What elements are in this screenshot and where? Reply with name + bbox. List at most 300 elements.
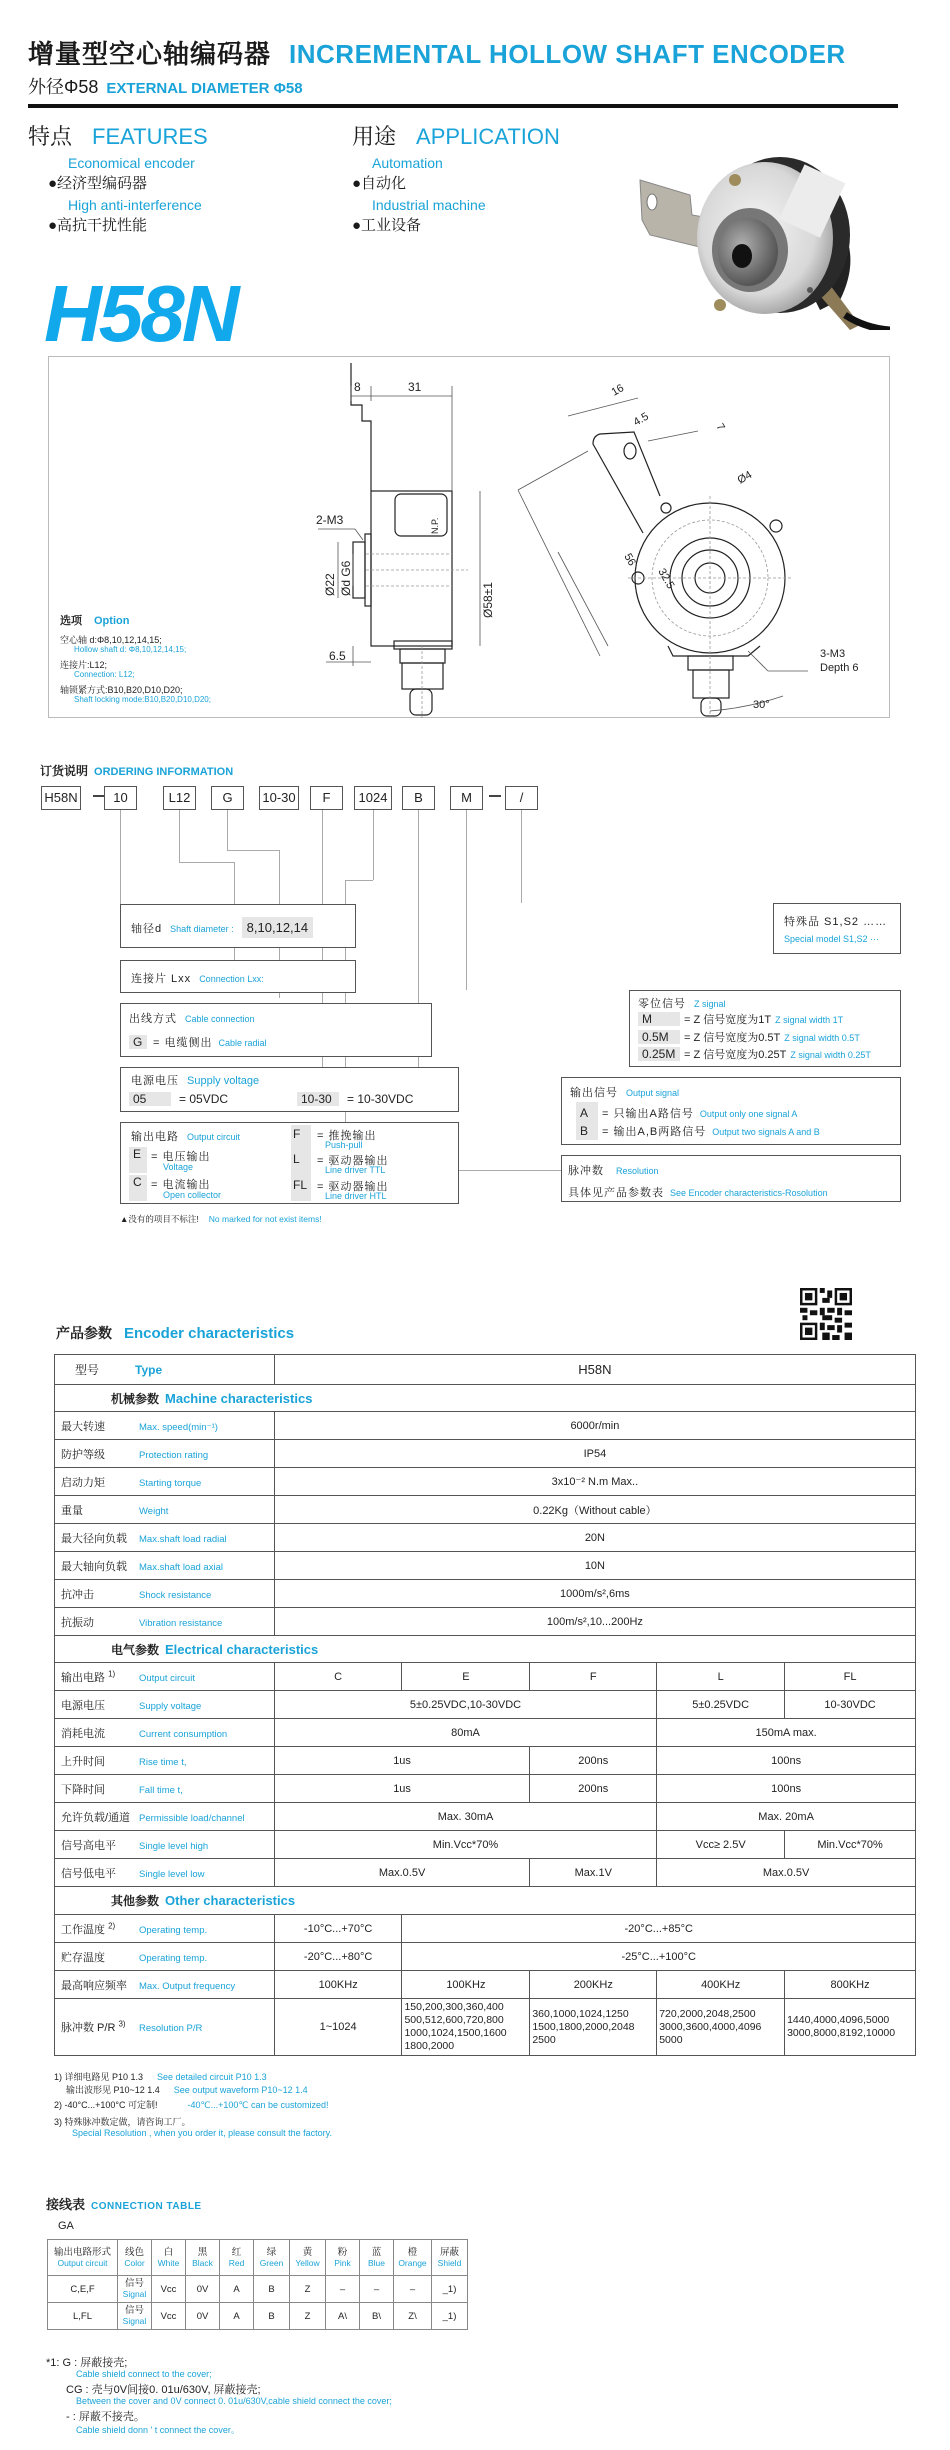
- row-value: 150mA max.: [657, 1719, 916, 1747]
- spec-section-mech: [55, 1385, 916, 1412]
- header-cell: [220, 2240, 254, 2276]
- option-title-en: Option: [94, 615, 130, 627]
- code-output-signal: B: [402, 786, 435, 810]
- row-label-en: Permissible load/channel: [139, 1812, 245, 1824]
- type-label-cn: 型号: [75, 1363, 100, 1377]
- row-label-en: Single level high: [139, 1840, 209, 1852]
- row-label-en: Operating temp.: [139, 1924, 208, 1936]
- application-item-cn: ●工业设备: [352, 217, 422, 234]
- wire-cell: B: [254, 2276, 290, 2303]
- row-value: 0.22Kg（Without cable）: [274, 1496, 915, 1524]
- header-en: Green: [259, 2257, 284, 2268]
- zsignal-cn: = Z 信号宽度为1T: [684, 1014, 772, 1026]
- supply-heading: [131, 1072, 259, 1088]
- row-value: Max.1V: [530, 1859, 657, 1887]
- order-box-output-signal: [561, 1077, 901, 1145]
- row-value: 800KHz: [785, 1971, 916, 1999]
- wire-cell: –: [326, 2276, 360, 2303]
- output-e-en: Voltage: [163, 1162, 194, 1172]
- row-value: 360,1000,1024,1250 1500,1800,2000,2048 2500: [530, 1999, 657, 2056]
- row-label-en: Current consumption: [139, 1728, 228, 1740]
- row-value: 80mA: [274, 1719, 656, 1747]
- row-value: 1us: [274, 1775, 530, 1803]
- option-line-en: Shaft locking mode:B10,B20,D10,D20;: [74, 695, 211, 704]
- header-en: Orange: [398, 2257, 427, 2268]
- output-signal-heading: [570, 1084, 679, 1100]
- row-label-cn: 信号低电平: [61, 1867, 116, 1880]
- signal-cn: 信号: [124, 2278, 144, 2289]
- row-value: 100KHz: [402, 1971, 530, 1999]
- feature-item-cn: ●高抗干扰性能: [48, 217, 148, 234]
- dim-angle: 30°: [753, 699, 770, 711]
- note-2-cn: 2) -40°C...+100°C 可定制!: [54, 2100, 158, 2110]
- features-heading-en: FEATURES: [92, 124, 208, 149]
- row-label-en: Max.shaft load radial: [139, 1533, 227, 1545]
- zsignal-option: [638, 1046, 871, 1062]
- row-label-en: Resolution P/R: [139, 2023, 203, 2034]
- header-cell: [360, 2240, 394, 2276]
- spec-row: [55, 1552, 916, 1580]
- dim-d4: Ø4: [735, 468, 755, 487]
- wire-cell: Z: [290, 2303, 326, 2330]
- row-label-cn: 抗冲击: [61, 1588, 94, 1601]
- row-label-en: Shock resistance: [139, 1589, 212, 1601]
- header-cn: 黑: [197, 2246, 208, 2258]
- code-output-circuit: F: [310, 786, 343, 810]
- code-model: H58N: [41, 786, 81, 810]
- spec-row: [55, 1775, 916, 1803]
- output-signal-a-en: Output only one signal A: [699, 1109, 798, 1119]
- wire-cell: B\: [360, 2303, 394, 2330]
- spec-row: [55, 1915, 916, 1943]
- order-box-cable: [120, 1003, 432, 1057]
- row-label-en: Protection rating: [139, 1449, 209, 1461]
- header-cn: 蓝: [371, 2246, 382, 2258]
- elec-section-cn: 电气参数: [111, 1642, 160, 1657]
- output-c-cn: = 电流输出: [151, 1179, 211, 1191]
- code-zsignal: M: [450, 786, 483, 810]
- features-heading-cn: 特点: [28, 124, 73, 149]
- connection-title-cn: 接线表: [46, 2197, 86, 2212]
- cable-value-en: Cable radial: [218, 1038, 267, 1048]
- footnote-ref: 3): [118, 2019, 126, 2029]
- header-cell: [152, 2240, 186, 2276]
- shaft-label-en: Shaft diameter :: [170, 924, 234, 934]
- output-key-c: C: [129, 1175, 147, 1201]
- output-l-cn: = 驱动器输出: [317, 1155, 389, 1167]
- spec-row: [55, 1971, 916, 1999]
- elec-section-en: Electrical characteristics: [165, 1641, 319, 1657]
- wire-cell: –: [394, 2276, 432, 2303]
- spec-title: [56, 1323, 294, 1343]
- header-en: Blue: [367, 2257, 385, 2268]
- wire-cell: Z\: [394, 2303, 432, 2330]
- option-title-cn: 选项: [60, 615, 82, 627]
- output-f-cn: = 推挽输出: [317, 1130, 377, 1142]
- row-value: 100KHz: [274, 1971, 402, 1999]
- row-label-en: Single level low: [139, 1868, 205, 1880]
- header-cell: [254, 2240, 290, 2276]
- spec-row: [55, 1859, 916, 1887]
- zsignal-option: [638, 1011, 843, 1027]
- row-label-cn: 上升时间: [61, 1755, 105, 1768]
- row-value: Max.0.5V: [274, 1859, 530, 1887]
- output-col-f: F: [530, 1663, 657, 1691]
- circuit-cell: L,FL: [48, 2303, 118, 2330]
- dim-6-5: 6.5: [329, 649, 346, 663]
- application-item-en: Automation: [372, 155, 443, 171]
- order-box-special: [773, 903, 901, 954]
- note-1: [54, 2070, 267, 2083]
- note-1b-cn: 输出波形见 P10~12 1.4: [66, 2085, 160, 2095]
- supply-label-en: Supply voltage: [187, 1075, 260, 1087]
- option-title: [60, 612, 129, 628]
- header-cn: 输出电路形式: [53, 2246, 111, 2258]
- header-cell: [432, 2240, 468, 2276]
- footnote-ref: 2): [108, 1920, 116, 1930]
- spec-row: [55, 1831, 916, 1859]
- application-heading-cn: 用途: [352, 124, 397, 149]
- connection-table: [47, 2239, 468, 2330]
- header-en: Red: [228, 2257, 245, 2268]
- row-label-cn: 允许负载/通道: [61, 1811, 131, 1824]
- dim-d58: Ø58±1: [481, 582, 495, 618]
- row-value: -20°C...+85°C: [402, 1915, 916, 1943]
- signal-cn: 信号: [124, 2305, 144, 2316]
- wire-cell: _1): [432, 2303, 468, 2330]
- zsignal-key: M: [638, 1012, 680, 1026]
- row-value: 1000m/s²,6ms: [274, 1580, 915, 1608]
- code-connection: L12: [163, 786, 196, 810]
- spec-row: [55, 1747, 916, 1775]
- footnote-dash-en: Cable shield donn ' t connect the cover。: [76, 2425, 240, 2435]
- spec-row-resolution: [55, 1999, 916, 2056]
- wire-cell: Z: [290, 2276, 326, 2303]
- output-signal-label-en: Output signal: [626, 1088, 680, 1098]
- zsignal-heading: [638, 995, 726, 1011]
- spec-row-type: [55, 1355, 916, 1385]
- shaft-row: [131, 917, 313, 938]
- row-value: 1us: [274, 1747, 530, 1775]
- row-label-cn: 最大轴向负载: [61, 1560, 127, 1573]
- row-label-en: Weight: [139, 1505, 169, 1517]
- row-label-cn: 贮存温度: [61, 1951, 105, 1964]
- ordering-title-en: ORDERING INFORMATION: [94, 766, 234, 778]
- supply-option-05: [129, 1092, 228, 1106]
- header-cell: [290, 2240, 326, 2276]
- order-box-zsignal: [629, 990, 901, 1067]
- wire-cell: _1): [432, 2276, 468, 2303]
- header-cell: [118, 2240, 152, 2276]
- row-label-cn: 重量: [61, 1504, 83, 1517]
- resolution-label-cn: 脉冲数: [568, 1165, 604, 1177]
- cable-label-en: Cable connection: [185, 1014, 255, 1024]
- output-circuit-heading: [131, 1128, 240, 1144]
- row-value: Min.Vcc*70%: [274, 1831, 656, 1859]
- wire-cell: Vcc: [152, 2303, 186, 2330]
- row-label-en: Max. Output frequency: [139, 1980, 236, 1992]
- connector-line: [373, 810, 374, 880]
- dim-d22: Ø22: [323, 573, 337, 596]
- row-label-cn: 抗振动: [61, 1616, 94, 1629]
- features-heading: [28, 120, 208, 151]
- spec-row: [55, 1943, 916, 1971]
- order-box-shaft: [120, 904, 356, 948]
- page-title-en: INCREMENTAL HOLLOW SHAFT ENCODER: [289, 39, 846, 69]
- output-fl-en: Line driver HTL: [325, 1191, 387, 1201]
- wire-cell: 0V: [186, 2276, 220, 2303]
- row-value: 100m/s²,10...200Hz: [274, 1608, 915, 1636]
- code-dash: [489, 795, 501, 797]
- row-value: -20°C...+80°C: [274, 1943, 402, 1971]
- connector-line: [179, 810, 180, 862]
- shaft-label-cn: 轴径d: [131, 923, 163, 935]
- row-label-cn: 消耗电流: [61, 1727, 105, 1740]
- zsignal-label-en: Z signal: [694, 999, 726, 1009]
- order-box-resolution: [561, 1155, 901, 1202]
- spec-row: [55, 1496, 916, 1524]
- other-section-en: Other characteristics: [165, 1893, 296, 1908]
- row-label-cn: 启动力矩: [61, 1476, 105, 1489]
- application-item-cn: ●自动化: [352, 175, 407, 192]
- wire-cell: –: [360, 2276, 394, 2303]
- header-en: Black: [192, 2257, 213, 2268]
- resolution-heading: [568, 1162, 659, 1178]
- ordering-note: [120, 1213, 322, 1225]
- dim-dg6: Ød G6: [339, 560, 353, 596]
- output-signal-option: [580, 1123, 820, 1139]
- circuit-cell: C,E,F: [48, 2276, 118, 2303]
- row-label-en: Supply voltage: [139, 1700, 202, 1712]
- output-col-e: E: [402, 1663, 530, 1691]
- row-value: 400KHz: [657, 1971, 785, 1999]
- type-value: H58N: [274, 1355, 915, 1385]
- header-en: White: [157, 2257, 180, 2268]
- connection-title-en: CONNECTION TABLE: [91, 2201, 202, 2212]
- spec-row-output: [55, 1663, 916, 1691]
- output-e-cn: = 电压输出: [151, 1151, 211, 1163]
- row-value: 100ns: [657, 1747, 916, 1775]
- spec-section-other: [55, 1887, 916, 1915]
- row-value: 20N: [274, 1524, 915, 1552]
- dimension-drawing: [48, 356, 890, 718]
- order-box-supply: [120, 1067, 459, 1112]
- subtitle: [28, 73, 303, 99]
- wire-cell: 0V: [186, 2303, 220, 2330]
- wire-cell: B: [254, 2303, 290, 2330]
- note-1b: [66, 2083, 308, 2096]
- output-l-en: Line driver TTL: [325, 1165, 386, 1175]
- row-value: 1440,4000,4096,5000 3000,8000,8192,10000: [785, 1999, 916, 2056]
- output-key-fl: FL: [293, 1178, 308, 1192]
- resolution-detail-en: See Encoder characteristics-Rosolution: [670, 1188, 828, 1198]
- mech-section-cn: 机械参数: [111, 1391, 160, 1406]
- connector-line: [179, 862, 234, 863]
- header-cell: [326, 2240, 360, 2276]
- row-label-en: Max.shaft load axial: [139, 1561, 223, 1573]
- connection-group: GA: [58, 2220, 74, 2232]
- row-label-en: Vibration resistance: [139, 1617, 223, 1629]
- row-value: 100ns: [657, 1775, 916, 1803]
- row-value: 10N: [274, 1552, 915, 1580]
- footnote-dash-cn: - : 屏蔽不接壳。: [66, 2411, 145, 2423]
- supply-key-05: 05: [129, 1092, 171, 1106]
- row-value: 3x10⁻² N.m Max..: [274, 1468, 915, 1496]
- output-signal-b-en: Output two signals A and B: [712, 1127, 820, 1137]
- row-value: 5±0.25VDC,10-30VDC: [274, 1691, 656, 1719]
- supply-value-05: = 05VDC: [179, 1092, 229, 1106]
- dim-8: 8: [354, 380, 361, 394]
- note-2: [54, 2098, 329, 2111]
- header-en: Shield: [437, 2257, 462, 2268]
- header-cn: 红: [231, 2246, 242, 2258]
- header-cn: 黄: [302, 2246, 313, 2258]
- model-logo: H58N: [44, 269, 237, 358]
- connector-line: [227, 810, 228, 850]
- row-value: 150,200,300,360,400 500,512,600,720,800 1000,1024,1500,1600 1800,2000: [402, 1999, 530, 2056]
- supply-value-10-30: = 10-30VDC: [347, 1092, 414, 1106]
- row-label-cn: 最大转速: [61, 1420, 105, 1433]
- header-en: Color: [124, 2257, 145, 2268]
- row-label-cn: 防护等级: [61, 1448, 105, 1461]
- connector-line: [120, 810, 121, 904]
- feature-item-cn: ●经济型编码器: [48, 175, 148, 192]
- header-cn: 线色: [124, 2246, 144, 2258]
- row-label-cn: 电源电压: [61, 1699, 105, 1712]
- header-en: Yellow: [295, 2257, 320, 2268]
- supply-label-cn: 电源电压: [131, 1075, 179, 1087]
- header-cell: [48, 2240, 118, 2276]
- spec-row: [55, 1719, 916, 1747]
- option-line-cn: 连接片:L12;: [60, 660, 108, 670]
- wire-cell: A: [220, 2303, 254, 2330]
- header-cn: 绿: [266, 2246, 277, 2258]
- zsignal-key: 0.5M: [638, 1030, 680, 1044]
- footnote-g-cn: *1: G : 屏蔽接壳;: [46, 2357, 128, 2369]
- cable-key: G: [129, 1035, 147, 1049]
- order-box-connection: [120, 960, 356, 993]
- row-value: Max. 30mA: [274, 1803, 656, 1831]
- option-line-cn: 空心轴 d:Φ8,10,12,14,15;: [60, 635, 162, 645]
- connection-row: [48, 2276, 468, 2303]
- connection-title: [46, 2194, 202, 2213]
- output-signal-option: [580, 1105, 797, 1121]
- header-cell: [186, 2240, 220, 2276]
- header-en: Pink: [334, 2257, 351, 2268]
- special-en: Special model S1,S2 ···: [784, 934, 880, 944]
- dim-7: 7: [713, 421, 727, 433]
- cable-heading: [129, 1010, 255, 1026]
- header-divider: [28, 104, 898, 108]
- spec-section-elec: [55, 1636, 916, 1663]
- header-cn: 屏蔽: [439, 2246, 459, 2258]
- mech-section-en: Machine characteristics: [165, 1390, 313, 1406]
- footnote-cg-en: Between the cover and 0V connect 0. 01u/630V,cable shield connect the cover;: [76, 2396, 392, 2406]
- option-line-en: Connection: L12;: [74, 670, 135, 679]
- row-value: 1~1024: [274, 1999, 402, 2056]
- feature-item-en: Economical encoder: [68, 155, 195, 171]
- footnote-cg-cn: CG : 壳与0V间接0. 01u/630V, 屏蔽接壳;: [66, 2384, 261, 2396]
- wire-cell: Vcc: [152, 2276, 186, 2303]
- type-label-en: Type: [135, 1363, 163, 1377]
- dim-depth: Depth 6: [820, 662, 859, 674]
- spec-title-en: Encoder characteristics: [124, 1325, 295, 1342]
- cable-option: [129, 1034, 267, 1050]
- resolution-detail-cn: 具体见产品参数表: [568, 1187, 664, 1199]
- signal-en: Signal: [122, 2289, 147, 2299]
- code-resolution: 1024: [354, 786, 392, 810]
- row-value: Min.Vcc*70%: [785, 1831, 916, 1859]
- connection-label-cn: 连接片 Lxx: [131, 973, 192, 985]
- header-cell: [394, 2240, 432, 2276]
- resolution-detail: [568, 1184, 828, 1200]
- dim-32-5: 32.5: [655, 566, 677, 592]
- note-1-en: See detailed circuit P10 1.3: [157, 2072, 267, 2082]
- dim-np: N.P.: [430, 517, 440, 534]
- note-1b-en: See output waveform P10~12 1.4: [173, 2085, 308, 2095]
- subtitle-en: EXTERNAL DIAMETER Φ58: [106, 80, 303, 97]
- zsignal-cn: = Z 信号宽度为0.5T: [684, 1032, 781, 1044]
- signal-cell: [118, 2303, 152, 2330]
- output-signal-a-cn: = 只输出A路信号: [602, 1108, 694, 1120]
- row-label-cn: 输出电路: [61, 1671, 105, 1684]
- row-label-cn: 脉冲数 P/R: [61, 2022, 116, 2034]
- qr-code: [800, 1288, 852, 1340]
- row-label-cn: 下降时间: [61, 1783, 105, 1796]
- product-photo: [630, 140, 890, 330]
- code-supply: 10-30: [259, 786, 299, 810]
- code-shaft: 10: [104, 786, 137, 810]
- note-3-cn: 3) 特殊脉冲数定做，请咨询工厂。: [54, 2117, 191, 2127]
- output-c-en: Open collector: [163, 1190, 222, 1200]
- output-signal-label-cn: 输出信号: [570, 1087, 618, 1099]
- shaft-value: 8,10,12,14: [242, 917, 313, 938]
- row-value: Vcc≥ 2.5V: [657, 1831, 785, 1859]
- output-circuit-label-en: Output circuit: [187, 1132, 241, 1142]
- dim-4-5: 4.5: [631, 410, 651, 429]
- output-fl-cn: = 驱动器输出: [317, 1181, 389, 1193]
- wire-cell: A\: [326, 2303, 360, 2330]
- ordering-note-cn: ▲没有的项目不标注!: [120, 1214, 199, 1224]
- signal-en: Signal: [122, 2316, 147, 2326]
- zsignal-option: [638, 1029, 860, 1045]
- footnote-ref: 1): [108, 1668, 116, 1678]
- header-cn: 白: [163, 2246, 174, 2258]
- order-box-output-circuit: [120, 1122, 459, 1204]
- spec-title-cn: 产品参数: [56, 1325, 112, 1341]
- ordering-title: [40, 762, 233, 779]
- row-label-en: Fall time t,: [139, 1784, 183, 1796]
- note-1-cn: 1) 详细电路见 P10 1.3: [54, 2072, 144, 2082]
- row-value: 200ns: [530, 1775, 657, 1803]
- row-value: 200ns: [530, 1747, 657, 1775]
- row-value: 200KHz: [530, 1971, 657, 1999]
- spec-row: [55, 1608, 916, 1636]
- note-3-en: Special Resolution , when you order it, please consult the factory.: [72, 2128, 332, 2138]
- zsignal-key: 0.25M: [638, 1047, 680, 1061]
- application-item-en: Industrial machine: [372, 197, 486, 213]
- row-value: IP54: [274, 1440, 915, 1468]
- connection-row: [131, 970, 264, 986]
- output-signal-key-a: A: [580, 1106, 589, 1120]
- feature-item-en: High anti-interference: [68, 197, 202, 213]
- header-cn: 橙: [407, 2246, 418, 2258]
- dim-16: 16: [609, 382, 627, 399]
- connection-label-en: Connection Lxx:: [199, 974, 264, 984]
- row-label-en: Output circuit: [139, 1672, 195, 1684]
- row-label-en: Operating temp.: [139, 1952, 208, 1964]
- ordering-title-cn: 订货说明: [40, 764, 89, 778]
